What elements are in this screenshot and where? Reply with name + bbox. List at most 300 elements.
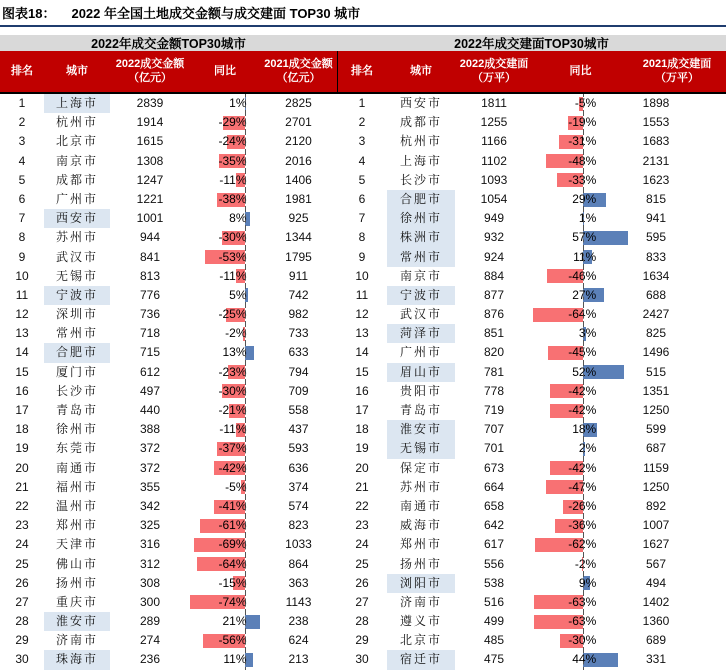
table-row — [0, 267, 337, 286]
yoy-cell — [190, 113, 260, 132]
header-amount2021-left — [260, 51, 337, 92]
table-row — [0, 228, 337, 247]
yoy-cell — [533, 612, 628, 631]
city-cell: 北京市 — [399, 633, 442, 648]
yoy-cell — [533, 631, 628, 650]
table-row — [337, 286, 726, 305]
value-2021-cell: 574 — [288, 498, 309, 513]
value-2021-cell: 1553 — [642, 115, 670, 130]
value-2021-cell: 733 — [288, 326, 309, 341]
table-separator-line — [337, 51, 338, 92]
city-cell: 郑州市 — [55, 518, 98, 533]
yoy-cell — [190, 382, 260, 401]
databar-axis-line — [245, 363, 246, 382]
value-2021-cell: 1623 — [642, 172, 670, 187]
value-2022-cell: 932 — [483, 230, 505, 245]
yoy-cell — [190, 190, 260, 209]
yoy-value: 11% — [573, 249, 597, 264]
city-cell: 南通市 — [55, 460, 98, 475]
databar-axis-line — [245, 631, 246, 650]
yoy-value: -61% — [218, 518, 247, 533]
rank-cell: 14 — [355, 345, 369, 360]
city-cell: 西安市 — [399, 96, 442, 110]
table-row — [337, 516, 726, 535]
yoy-value: 18% — [572, 422, 597, 437]
value-2022-cell: 949 — [483, 211, 505, 226]
table-row — [337, 420, 726, 439]
right-table-title: 2022年成交建面TOP30城市 — [454, 37, 609, 51]
table-row — [0, 248, 337, 267]
yoy-cell — [190, 171, 260, 190]
value-2022-cell: 300 — [139, 594, 161, 609]
value-2022-cell: 718 — [139, 326, 161, 341]
header-city-right: 城市 — [410, 64, 432, 77]
rank-cell: 13 — [355, 326, 369, 341]
value-2021-cell: 825 — [645, 326, 667, 341]
databar-axis-line — [583, 343, 584, 362]
yoy-cell — [190, 631, 260, 650]
header-area2022-right — [455, 51, 533, 92]
yoy-cell — [190, 305, 260, 324]
yoy-value: -31% — [568, 134, 597, 149]
yoy-value: 3% — [578, 326, 597, 341]
value-2022-cell: 308 — [139, 575, 161, 590]
value-2022-cell: 372 — [139, 460, 161, 475]
yoy-value: -42% — [568, 383, 597, 398]
city-cell: 温州市 — [55, 498, 98, 513]
databar-axis-line — [245, 94, 246, 113]
databar-axis-line — [583, 228, 584, 247]
yoy-value: -64% — [568, 307, 597, 322]
value-2021-cell: 624 — [288, 633, 309, 648]
city-cell: 株洲市 — [387, 228, 455, 247]
yoy-value: -47% — [568, 479, 597, 494]
yoy-cell — [190, 535, 260, 554]
table-row — [337, 478, 726, 497]
table-row — [337, 439, 726, 458]
databar-axis-line — [583, 286, 584, 305]
table-row — [337, 171, 726, 190]
table-row — [0, 132, 337, 151]
yoy-value: 21% — [222, 614, 247, 629]
databar-axis-line — [245, 516, 246, 535]
yoy-value: -11% — [219, 268, 247, 283]
value-2021-cell: 1250 — [642, 403, 670, 417]
databar-axis-line — [583, 267, 584, 286]
header-yoy-right: 同比 — [569, 64, 592, 77]
table-row — [0, 631, 337, 650]
city-cell: 珠海市 — [44, 650, 110, 669]
table-row — [0, 650, 337, 669]
rank-cell: 17 — [355, 403, 369, 417]
value-2022-cell: 612 — [139, 364, 161, 379]
left-table-rows — [0, 94, 337, 670]
yoy-cell — [190, 152, 260, 171]
rank-cell: 22 — [15, 498, 29, 513]
yoy-cell — [190, 209, 260, 228]
city-cell: 南通市 — [399, 498, 442, 513]
yoy-value: -36% — [568, 518, 597, 533]
yoy-value: -42% — [568, 460, 597, 475]
rank-cell: 7 — [358, 211, 366, 226]
yoy-cell — [190, 248, 260, 267]
city-cell: 青岛市 — [55, 403, 98, 417]
value-2021-cell: 494 — [645, 575, 667, 590]
left-table-title: 2022年成交金额TOP30城市 — [91, 37, 246, 51]
value-2022-cell: 1914 — [136, 115, 164, 130]
table-row — [337, 248, 726, 267]
city-cell: 长沙市 — [399, 172, 442, 187]
yoy-value: -63% — [568, 594, 597, 609]
yoy-value: -30% — [218, 383, 247, 398]
header-rank-left: 排名 — [11, 64, 33, 77]
rank-cell: 6 — [18, 191, 26, 206]
value-2022-cell: 924 — [483, 249, 505, 264]
databar-axis-line — [245, 305, 246, 324]
value-2022-cell: 673 — [483, 460, 505, 475]
header-rank-right: 排名 — [351, 64, 373, 77]
value-2021-cell: 1360 — [642, 614, 670, 629]
city-cell: 长沙市 — [55, 383, 98, 398]
city-cell: 遵义市 — [399, 614, 442, 629]
yoy-cell — [533, 228, 628, 247]
rank-cell: 28 — [15, 614, 29, 629]
city-cell: 深圳市 — [55, 307, 98, 322]
yoy-cell — [533, 459, 628, 478]
table-row — [0, 516, 337, 535]
table-row — [337, 631, 726, 650]
databar-axis-line — [583, 535, 584, 554]
yoy-cell — [533, 401, 628, 420]
value-2021-cell: 1795 — [285, 249, 312, 264]
city-cell: 武汉市 — [55, 249, 98, 264]
value-2021-cell: 558 — [288, 403, 309, 417]
databar-axis-line — [245, 535, 246, 554]
value-2021-cell: 515 — [645, 364, 667, 379]
databar-axis-line — [245, 401, 246, 420]
value-2021-cell: 709 — [288, 383, 309, 398]
value-2022-cell: 2839 — [136, 96, 164, 110]
city-cell: 西安市 — [44, 209, 110, 228]
yoy-cell — [533, 555, 628, 574]
databar-axis-line — [583, 478, 584, 497]
databar-axis-line — [245, 612, 246, 631]
table-row — [0, 286, 337, 305]
value-2022-cell: 1811 — [481, 96, 507, 110]
value-2022-cell: 701 — [483, 441, 505, 456]
databar-axis-line — [245, 555, 246, 574]
yoy-cell — [190, 497, 260, 516]
value-2022-cell: 1093 — [480, 172, 508, 187]
table-row — [337, 382, 726, 401]
table-row — [337, 401, 726, 420]
rank-cell: 25 — [355, 556, 369, 571]
value-2021-cell: 1250 — [642, 479, 670, 494]
rank-cell: 25 — [15, 556, 29, 571]
yoy-cell — [533, 171, 628, 190]
yoy-value: 11% — [223, 652, 247, 667]
rank-cell: 19 — [15, 441, 29, 456]
header-amount2022-left-line1: 2022成交金额 — [115, 57, 185, 70]
value-2022-cell: 715 — [139, 345, 161, 360]
yoy-cell — [190, 574, 260, 593]
table-row — [0, 478, 337, 497]
value-2022-cell: 776 — [139, 287, 161, 302]
rank-cell: 3 — [18, 134, 26, 149]
rank-cell: 15 — [15, 364, 29, 379]
value-2021-cell: 331 — [645, 652, 667, 667]
city-cell: 青岛市 — [399, 403, 442, 417]
table-row — [0, 305, 337, 324]
rank-cell: 8 — [18, 230, 26, 245]
yoy-value: -26% — [568, 498, 597, 513]
city-cell: 福州市 — [55, 479, 98, 494]
yoy-cell — [533, 190, 628, 209]
value-2021-cell: 633 — [288, 345, 309, 360]
databar-axis-line — [583, 190, 584, 209]
rank-cell: 13 — [15, 326, 29, 341]
value-2022-cell: 617 — [483, 537, 505, 552]
table-row — [337, 152, 726, 171]
value-2021-cell: 815 — [645, 191, 667, 206]
databar-axis-line — [583, 132, 584, 151]
table-row — [0, 535, 337, 554]
city-cell: 成都市 — [399, 115, 442, 130]
rank-cell: 30 — [355, 652, 369, 667]
value-2021-cell: 2427 — [642, 307, 670, 322]
databar-axis-line — [583, 171, 584, 190]
value-2022-cell: 440 — [139, 403, 161, 417]
databar-axis-line — [583, 382, 584, 401]
value-2022-cell: 877 — [483, 287, 505, 302]
rank-cell: 20 — [355, 460, 369, 475]
rank-cell: 17 — [15, 403, 29, 417]
city-cell: 北京市 — [55, 134, 98, 149]
rank-cell: 28 — [355, 614, 369, 629]
value-2022-cell: 497 — [139, 383, 161, 398]
yoy-value: 27% — [572, 287, 597, 302]
city-cell: 徐州市 — [387, 209, 455, 228]
table-row — [337, 324, 726, 343]
figure-title-text: 2022 年全国土地成交金额与成交建面 TOP30 城市 — [71, 6, 361, 21]
value-2022-cell: 289 — [139, 614, 161, 629]
value-2022-cell: 316 — [139, 537, 161, 552]
rank-cell: 10 — [15, 268, 29, 283]
table-row — [337, 593, 726, 612]
value-2022-cell: 642 — [483, 518, 505, 533]
rank-cell: 21 — [355, 479, 369, 494]
value-2022-cell: 556 — [483, 556, 505, 571]
city-cell: 重庆市 — [55, 594, 98, 609]
yoy-value: 9% — [578, 575, 597, 590]
rank-cell: 26 — [15, 575, 29, 590]
yoy-cell — [533, 286, 628, 305]
yoy-value: -30% — [218, 230, 247, 245]
rank-cell: 27 — [15, 594, 29, 609]
table-row — [0, 593, 337, 612]
yoy-value: -29% — [218, 115, 247, 130]
value-2022-cell: 1001 — [136, 211, 164, 226]
databar-axis-line — [583, 420, 584, 439]
city-cell: 贵阳市 — [399, 383, 442, 398]
rank-cell: 9 — [358, 249, 366, 264]
table-row — [337, 94, 726, 113]
databar-axis-line — [583, 459, 584, 478]
header-amount2021-left-line2: （亿元） — [276, 71, 321, 84]
yoy-cell — [533, 516, 628, 535]
header-city-left: 城市 — [66, 64, 88, 77]
rank-cell: 23 — [355, 518, 369, 533]
rank-cell: 29 — [355, 633, 369, 648]
yoy-value: -15% — [218, 575, 247, 590]
city-cell: 上海市 — [44, 94, 110, 113]
value-2021-cell: 636 — [288, 460, 309, 475]
value-2021-cell: 823 — [288, 518, 309, 533]
yoy-cell — [190, 324, 260, 343]
yoy-cell — [190, 612, 260, 631]
table-body — [0, 94, 726, 670]
subtitle-band — [0, 35, 726, 51]
databar-axis-line — [583, 401, 584, 420]
city-cell: 常州市 — [55, 326, 98, 341]
value-2022-cell: 342 — [139, 498, 161, 513]
value-2022-cell: 236 — [139, 652, 161, 667]
databar-axis-line — [583, 439, 584, 458]
yoy-value: -62% — [568, 537, 597, 552]
value-2021-cell: 1406 — [285, 172, 312, 187]
databar-axis-line — [583, 631, 584, 650]
rank-cell: 1 — [358, 96, 366, 110]
yoy-value: -23% — [218, 364, 247, 379]
value-2021-cell: 567 — [645, 556, 667, 571]
table-row — [337, 113, 726, 132]
yoy-cell — [533, 248, 628, 267]
value-2022-cell: 841 — [139, 249, 161, 264]
databar-axis-line — [245, 209, 246, 228]
city-cell: 常州市 — [387, 248, 455, 267]
city-cell: 广州市 — [55, 191, 98, 206]
value-2021-cell: 1351 — [642, 383, 670, 398]
value-2021-cell: 794 — [288, 364, 309, 379]
databar-axis-line — [583, 248, 584, 267]
city-cell: 上海市 — [399, 153, 442, 168]
databar-axis-line — [245, 171, 246, 190]
rank-cell: 27 — [355, 594, 369, 609]
rank-cell: 29 — [15, 633, 29, 648]
city-cell: 苏州市 — [399, 479, 442, 494]
city-cell: 扬州市 — [399, 556, 442, 571]
value-2021-cell: 2120 — [285, 134, 312, 149]
yoy-cell — [533, 497, 628, 516]
table-row — [0, 190, 337, 209]
value-2022-cell: 719 — [483, 403, 505, 417]
databar-axis-line — [245, 152, 246, 171]
yoy-cell — [190, 343, 260, 362]
value-2021-cell: 374 — [288, 479, 309, 494]
rank-cell: 15 — [355, 364, 369, 379]
header-area2021-right-line1: 2021成交建面 — [642, 57, 712, 70]
header-area2021-right-line2: （万平） — [655, 71, 699, 84]
databar-axis-line — [583, 209, 584, 228]
header-amount2022-left-line2: （亿元） — [128, 71, 172, 84]
databar-axis-line — [583, 555, 584, 574]
value-2021-cell: 925 — [288, 211, 309, 226]
yoy-cell — [190, 478, 260, 497]
value-2021-cell: 892 — [645, 498, 667, 513]
yoy-value: -64% — [218, 556, 247, 571]
table-row — [0, 612, 337, 631]
databar-axis-line — [245, 190, 246, 209]
header-area2022-right-line2: （万平） — [472, 71, 516, 84]
city-cell: 南京市 — [55, 153, 98, 168]
value-2022-cell: 944 — [139, 230, 161, 245]
city-cell: 眉山市 — [387, 363, 455, 382]
value-2021-cell: 941 — [645, 211, 667, 226]
yoy-value: -63% — [568, 614, 597, 629]
yoy-cell — [533, 439, 628, 458]
city-cell: 菏泽市 — [387, 324, 455, 343]
value-2022-cell: 485 — [483, 633, 505, 648]
yoy-value: -45% — [568, 345, 597, 360]
value-2022-cell: 778 — [483, 383, 505, 398]
yoy-cell — [190, 401, 260, 420]
table-row — [337, 535, 726, 554]
rank-cell: 24 — [355, 537, 369, 552]
table-row — [0, 420, 337, 439]
rank-cell: 19 — [355, 441, 369, 456]
value-2021-cell: 238 — [288, 614, 309, 629]
table-row — [337, 132, 726, 151]
city-cell: 天津市 — [55, 537, 98, 552]
rank-cell: 5 — [358, 172, 366, 187]
city-cell: 宁波市 — [44, 286, 110, 305]
yoy-cell — [190, 94, 260, 113]
city-cell: 武汉市 — [399, 307, 442, 322]
value-2021-cell: 1344 — [285, 230, 312, 245]
rank-cell: 11 — [355, 287, 369, 302]
value-2022-cell: 658 — [483, 498, 505, 513]
value-2021-cell: 1898 — [642, 96, 670, 110]
yoy-value: -74% — [218, 594, 247, 609]
value-2021-cell: 2701 — [285, 115, 312, 130]
value-2021-cell: 911 — [288, 268, 309, 283]
yoy-value: 1% — [578, 211, 597, 226]
rank-cell: 3 — [358, 134, 366, 149]
city-cell: 宿迁市 — [387, 650, 455, 669]
databar-axis-line — [245, 267, 246, 286]
table-row — [337, 555, 726, 574]
value-2021-cell: 1683 — [642, 134, 670, 149]
city-cell: 广州市 — [399, 345, 442, 360]
databar-axis-line — [245, 382, 246, 401]
yoy-cell — [533, 209, 628, 228]
rank-cell: 9 — [18, 249, 26, 264]
rank-cell: 24 — [15, 537, 29, 552]
title-divider-line — [0, 25, 726, 27]
rank-cell: 10 — [355, 268, 369, 283]
yoy-value: 52% — [572, 364, 597, 379]
yoy-cell — [190, 439, 260, 458]
yoy-cell — [533, 363, 628, 382]
value-2021-cell: 213 — [288, 652, 309, 667]
table-row — [0, 459, 337, 478]
city-cell: 扬州市 — [55, 575, 98, 590]
databar-axis-line — [245, 459, 246, 478]
databar-axis-line — [583, 152, 584, 171]
city-cell: 保定市 — [399, 460, 442, 475]
yoy-cell — [533, 382, 628, 401]
yoy-value: 8% — [229, 211, 247, 226]
